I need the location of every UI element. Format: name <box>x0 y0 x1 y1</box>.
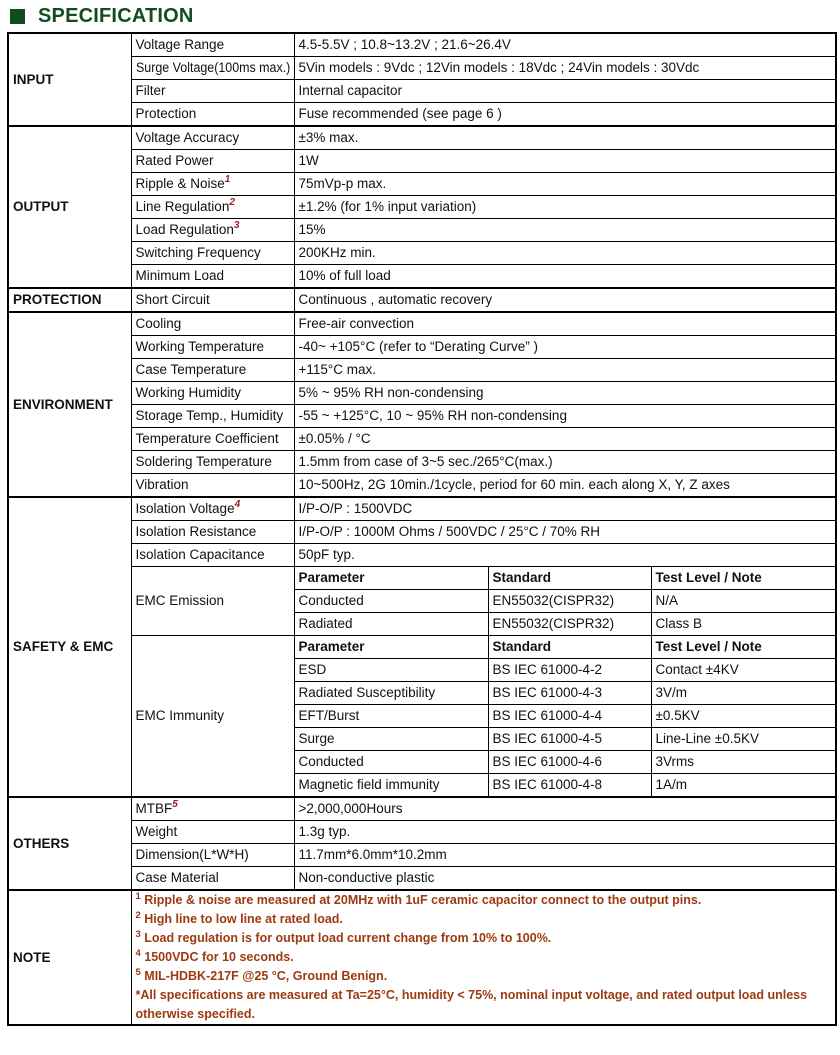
subtable-value-cell <box>294 659 488 682</box>
cell-text: I/P-O/P : 1500VDC <box>298 501 413 517</box>
section-label: INPUT <box>8 33 131 126</box>
parameter-label <box>131 33 294 57</box>
section-label: NOTE <box>8 890 131 1025</box>
value-cell <box>294 219 836 242</box>
value-cell <box>294 265 836 289</box>
cell-text: Internal capacitor <box>298 83 403 99</box>
parameter-label <box>131 173 294 196</box>
subtable-value-cell <box>294 774 488 798</box>
cell-text: BS IEC 61000-4-2 <box>492 662 603 678</box>
subtable-header-cell <box>294 636 488 659</box>
cell-text: 1A/m <box>655 777 688 793</box>
parameter-label <box>131 451 294 474</box>
subtable-value-cell <box>488 728 651 751</box>
table-row <box>8 288 836 312</box>
section-label: PROTECTION <box>8 288 131 312</box>
cell-text: 10% of full load <box>298 268 391 284</box>
subtable-value-cell <box>651 659 836 682</box>
table-row <box>8 544 836 567</box>
table-row <box>8 497 836 521</box>
subtable-value-cell <box>651 682 836 705</box>
cell-text: Line Regulation <box>135 199 230 215</box>
value-cell <box>294 173 836 196</box>
footnote-marker: 2 <box>229 196 235 208</box>
value-cell <box>294 312 836 336</box>
section-label: ENVIRONMENT <box>8 312 131 497</box>
cell-text: Minimum Load <box>135 268 225 284</box>
table-row <box>8 474 836 498</box>
cell-text: Line-Line ±0.5KV <box>655 731 759 747</box>
parameter-label <box>131 80 294 103</box>
cell-text: Conducted <box>298 754 364 770</box>
cell-text: 11.7mm*6.0mm*10.2mm <box>298 847 447 863</box>
subtable-value-cell <box>488 751 651 774</box>
cell-text: BS IEC 61000-4-3 <box>492 685 603 701</box>
table-row <box>8 150 836 173</box>
table-row <box>8 428 836 451</box>
note-line: $^5$ MIL-HDBK-217F @25 °C, Ground Benign. <box>135 966 388 983</box>
cell-text: ±3% max. <box>298 130 359 146</box>
parameter-label <box>131 567 294 636</box>
table-row <box>8 57 836 80</box>
cell-text: Vibration <box>135 477 189 493</box>
subtable-value-cell <box>294 613 488 636</box>
note-line: $^3$ Load regulation is for output load current change from 10% to 100%. <box>135 928 552 945</box>
parameter-label <box>131 103 294 127</box>
cell-text: BS IEC 61000-4-5 <box>492 731 603 747</box>
parameter-label <box>131 336 294 359</box>
subtable-value-cell <box>651 728 836 751</box>
section-label: OTHERS <box>8 797 131 890</box>
parameter-label <box>131 867 294 891</box>
subtable-header-cell <box>294 567 488 590</box>
cell-text: EN55032(CISPR32) <box>492 593 615 609</box>
cell-text: MTBF <box>135 801 173 817</box>
cell-text: Filter <box>135 83 166 99</box>
footnote-marker: 3 <box>135 928 141 940</box>
cell-text: Rated Power <box>135 153 214 169</box>
table-row <box>8 636 836 659</box>
cell-text: Surge Voltage(100ms max.) <box>135 60 290 76</box>
cell-text: Test Level / Note <box>655 639 762 655</box>
cell-text: Voltage Accuracy <box>135 130 240 146</box>
section-bullet-icon <box>10 9 25 24</box>
footnote-marker: 5 <box>135 966 141 978</box>
footnote-marker: 4 <box>234 498 241 510</box>
cell-text: BS IEC 61000-4-4 <box>492 708 603 724</box>
cell-text: Ripple & Noise <box>135 176 225 192</box>
cell-text: Isolation Resistance <box>135 524 257 540</box>
cell-text: BS IEC 61000-4-6 <box>492 754 603 770</box>
section-label: OUTPUT <box>8 126 131 288</box>
cell-text: Short Circuit <box>135 292 210 308</box>
parameter-label <box>131 265 294 289</box>
cell-text: 1W <box>298 153 319 169</box>
table-row <box>8 521 836 544</box>
table-row <box>8 80 836 103</box>
cell-text: Working Temperature <box>135 339 265 355</box>
cell-text: 4.5-5.5V ; 10.8~13.2V ; 21.6~26.4V <box>298 37 511 53</box>
subtable-header-cell <box>488 567 651 590</box>
cell-text: Protection <box>135 106 197 122</box>
table-row <box>8 312 836 336</box>
cell-text: Parameter <box>298 570 365 586</box>
cell-text: Standard <box>492 639 552 655</box>
cell-text: Contact ±4KV <box>655 662 739 678</box>
parameter-label <box>131 521 294 544</box>
cell-text: Test Level / Note <box>655 570 762 586</box>
subtable-value-cell <box>651 590 836 613</box>
note-line: $^4$ 1500VDC for 10 seconds. <box>135 947 294 964</box>
subtable-value-cell <box>488 705 651 728</box>
subtable-value-cell <box>488 659 651 682</box>
value-cell <box>294 196 836 219</box>
cell-text: Load Regulation <box>135 222 234 238</box>
footnote-marker: 5 <box>172 798 178 810</box>
parameter-label <box>131 219 294 242</box>
section-label: SAFETY & EMC <box>8 497 131 797</box>
parameter-label <box>131 150 294 173</box>
cell-text: N/A <box>655 593 679 609</box>
cell-text: Standard <box>492 570 552 586</box>
cell-text: Temperature Coefficient <box>135 431 279 447</box>
value-cell <box>294 103 836 127</box>
value-cell <box>294 451 836 474</box>
cell-text: 5Vin models : 9Vdc ; 12Vin models : 18Vdc ; 24Vin models : 30Vdc <box>298 60 700 76</box>
table-row <box>8 567 836 590</box>
parameter-label <box>131 428 294 451</box>
spec-table <box>7 32 837 1026</box>
footnote-marker: 1 <box>224 173 231 185</box>
parameter-label <box>131 405 294 428</box>
cell-text: 75mVp-p max. <box>298 176 387 192</box>
value-cell <box>294 405 836 428</box>
footnote-marker: 2 <box>135 909 141 921</box>
cell-text: EFT/Burst <box>298 708 360 724</box>
note-line: $^1$ Ripple & noise are measured at 20MHz with 1uF ceramic capacitor connect to the output pins. <box>135 890 702 907</box>
parameter-label <box>131 57 294 80</box>
cell-text: ±0.05% / °C <box>298 431 371 447</box>
parameter-label <box>131 474 294 498</box>
subtable-value-cell <box>488 682 651 705</box>
subtable-value-cell <box>488 774 651 798</box>
cell-text: Class B <box>655 616 703 632</box>
page-title: SPECIFICATION <box>38 5 194 27</box>
parameter-label <box>131 821 294 844</box>
cell-text: 1.5mm from case of 3~5 sec./265°C(max.) <box>298 454 553 470</box>
note-line: $^2$ High line to low line at rated load. <box>135 909 343 926</box>
table-row <box>8 821 836 844</box>
cell-text: ±0.5KV <box>655 708 700 724</box>
footnote-marker: 3 <box>233 219 240 231</box>
value-cell <box>294 497 836 521</box>
cell-text: Working Humidity <box>135 385 242 401</box>
cell-text: Conducted <box>298 593 364 609</box>
subtable-value-cell <box>294 705 488 728</box>
table-row <box>8 173 836 196</box>
parameter-label <box>131 359 294 382</box>
cell-text: 5% ~ 95% RH non-condensing <box>298 385 484 401</box>
cell-text: Continuous , automatic recovery <box>298 292 493 308</box>
table-row <box>8 405 836 428</box>
cell-text: 50pF typ. <box>298 547 355 563</box>
table-row <box>8 844 836 867</box>
value-cell <box>294 382 836 405</box>
table-row <box>8 359 836 382</box>
cell-text: Free-air convection <box>298 316 415 332</box>
value-cell <box>294 844 836 867</box>
subtable-header-cell <box>651 567 836 590</box>
value-cell <box>294 797 836 821</box>
parameter-label <box>131 636 294 798</box>
cell-text: Isolation Capacitance <box>135 547 265 563</box>
footnote-marker: 4 <box>135 947 141 959</box>
cell-text: EMC Immunity <box>135 708 225 724</box>
cell-text: Radiated <box>298 616 353 632</box>
cell-text: BS IEC 61000-4-8 <box>492 777 603 793</box>
table-row <box>8 265 836 289</box>
cell-text: 10~500Hz, 2G 10min./1cycle, period for 60 min. each along X, Y, Z axes <box>298 477 730 493</box>
cell-text: +115°C max. <box>298 362 377 378</box>
table-row <box>8 103 836 127</box>
subtable-value-cell <box>651 613 836 636</box>
parameter-label <box>131 497 294 521</box>
subtable-value-cell <box>651 774 836 798</box>
table-row <box>8 242 836 265</box>
cell-text: Parameter <box>298 639 365 655</box>
cell-text: Non-conductive plastic <box>298 870 435 886</box>
subtable-value-cell <box>294 728 488 751</box>
value-cell <box>294 33 836 57</box>
subtable-value-cell <box>294 751 488 774</box>
table-row <box>8 451 836 474</box>
cell-text: 200KHz min. <box>298 245 376 261</box>
value-cell <box>294 867 836 891</box>
value-cell <box>294 428 836 451</box>
table-row <box>8 797 836 821</box>
table-row <box>8 890 836 1025</box>
subtable-value-cell <box>488 613 651 636</box>
subtable-value-cell <box>651 705 836 728</box>
cell-text: Soldering Temperature <box>135 454 272 470</box>
cell-text: Storage Temp., Humidity <box>135 408 284 424</box>
cell-text: Isolation Voltage <box>135 501 235 517</box>
cell-text: EN55032(CISPR32) <box>492 616 615 632</box>
table-row <box>8 126 836 150</box>
subtable-header-cell <box>651 636 836 659</box>
value-cell <box>294 474 836 498</box>
value-cell <box>294 521 836 544</box>
subtable-header-cell <box>488 636 651 659</box>
table-row <box>8 382 836 405</box>
cell-text: >2,000,000Hours <box>298 801 403 817</box>
cell-text: Case Temperature <box>135 362 247 378</box>
cell-text: 15% <box>298 222 326 238</box>
cell-text: Radiated Susceptibility <box>298 685 436 701</box>
cell-text: Magnetic field immunity <box>298 777 440 793</box>
cell-text: ±1.2% (for 1% input variation) <box>298 199 477 215</box>
note-line: *All specifications are measured at Ta=25°C, humidity < 75%, nominal input voltage, and rated output load unless otherwise specified. <box>135 988 808 1021</box>
note-cell <box>131 890 836 1025</box>
parameter-label <box>131 196 294 219</box>
cell-text: Voltage Range <box>135 37 225 53</box>
cell-text: Weight <box>135 824 178 840</box>
value-cell <box>294 126 836 150</box>
cell-text: Fuse recommended (see page 6 ) <box>298 106 502 122</box>
cell-text: I/P-O/P : 1000M Ohms / 500VDC / 25°C / 70% RH <box>298 524 601 540</box>
cell-text: 3V/m <box>655 685 688 701</box>
parameter-label <box>131 312 294 336</box>
table-row <box>8 196 836 219</box>
cell-text: Surge <box>298 731 335 747</box>
table-row <box>8 867 836 891</box>
cell-text: Cooling <box>135 316 182 332</box>
cell-text: Dimension(L*W*H) <box>135 847 249 863</box>
cell-text: 1.3g typ. <box>298 824 351 840</box>
cell-text: 3Vrms <box>655 754 695 770</box>
cell-text: EMC Emission <box>135 593 225 609</box>
value-cell <box>294 242 836 265</box>
subtable-value-cell <box>294 590 488 613</box>
value-cell <box>294 80 836 103</box>
parameter-label <box>131 382 294 405</box>
subtable-value-cell <box>488 590 651 613</box>
spec-table-body <box>8 33 836 1025</box>
parameter-label <box>131 288 294 312</box>
subtable-value-cell <box>651 751 836 774</box>
value-cell <box>294 150 836 173</box>
value-cell <box>294 359 836 382</box>
cell-text: -40~ +105°C (refer to “Derating Curve” ) <box>298 339 538 355</box>
parameter-label <box>131 844 294 867</box>
value-cell <box>294 544 836 567</box>
value-cell <box>294 336 836 359</box>
subtable-value-cell <box>294 682 488 705</box>
table-row <box>8 336 836 359</box>
parameter-label <box>131 126 294 150</box>
parameter-label <box>131 242 294 265</box>
cell-text: Switching Frequency <box>135 245 261 261</box>
table-row <box>8 33 836 57</box>
cell-text: ESD <box>298 662 327 678</box>
value-cell <box>294 57 836 80</box>
value-cell <box>294 821 836 844</box>
parameter-label <box>131 544 294 567</box>
table-row <box>8 219 836 242</box>
footnote-marker: 1 <box>135 890 141 902</box>
section-header <box>0 0 840 32</box>
cell-text: -55 ~ +125°C, 10 ~ 95% RH non-condensing <box>298 408 567 424</box>
parameter-label <box>131 797 294 821</box>
cell-text: Case Material <box>135 870 219 886</box>
value-cell <box>294 288 836 312</box>
